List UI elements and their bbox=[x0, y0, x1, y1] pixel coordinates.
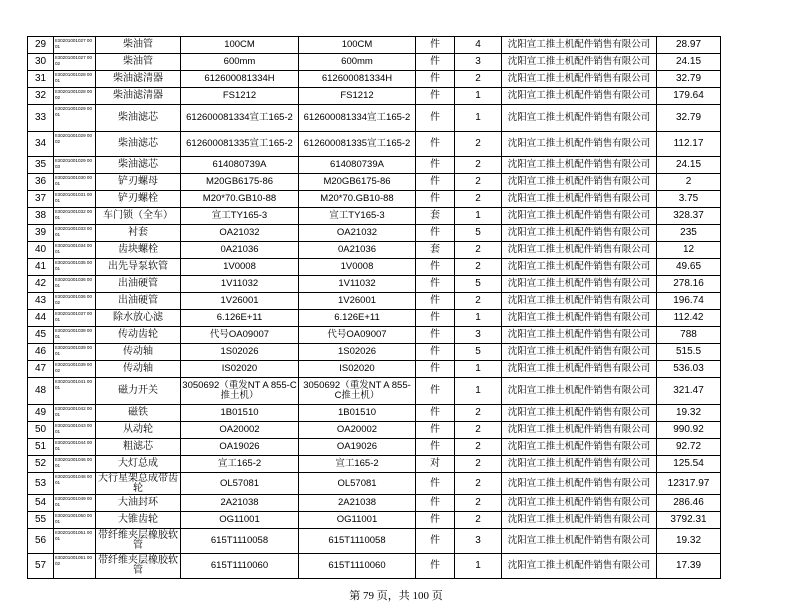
item-code: II30201001043 0001 bbox=[54, 422, 96, 439]
model-cell: 2A21038 bbox=[299, 495, 416, 512]
price-cell: 17.39 bbox=[657, 554, 721, 579]
item-name: 柴油滤清器 bbox=[96, 88, 181, 105]
supplier-cell: 沈阳宣工推土机配件销售有限公司 bbox=[502, 71, 657, 88]
item-name: 传动轴 bbox=[96, 344, 181, 361]
item-name: 大油封环 bbox=[96, 495, 181, 512]
price-cell: 3.75 bbox=[657, 191, 721, 208]
row-index: 35 bbox=[28, 157, 54, 174]
supplier-cell: 沈阳宣工推土机配件销售有限公司 bbox=[502, 191, 657, 208]
unit-cell: 对 bbox=[416, 456, 455, 473]
table-row bbox=[28, 191, 721, 208]
table-row bbox=[28, 473, 721, 495]
model-cell: OA19026 bbox=[299, 439, 416, 456]
item-code: II30201001042 0001 bbox=[54, 405, 96, 422]
model-cell: 1V11032 bbox=[299, 276, 416, 293]
item-code: II30201001048 0001 bbox=[54, 473, 96, 495]
unit-cell: 件 bbox=[416, 327, 455, 344]
price-cell: 19.32 bbox=[657, 405, 721, 422]
spec-cell: IS02020 bbox=[181, 361, 299, 378]
price-cell: 49.65 bbox=[657, 259, 721, 276]
item-code: II30201001046 0001 bbox=[54, 456, 96, 473]
item-code: II30201001029 0002 bbox=[54, 132, 96, 157]
item-code: II30201001027 0002 bbox=[54, 54, 96, 71]
item-name: 柴油管 bbox=[96, 54, 181, 71]
row-index: 47 bbox=[28, 361, 54, 378]
unit-cell: 件 bbox=[416, 259, 455, 276]
row-index: 44 bbox=[28, 310, 54, 327]
quantity-cell: 2 bbox=[455, 495, 502, 512]
price-cell: 2 bbox=[657, 174, 721, 191]
quantity-cell: 2 bbox=[455, 132, 502, 157]
spec-cell: 6.126E+11 bbox=[181, 310, 299, 327]
quantity-cell: 2 bbox=[455, 242, 502, 259]
model-cell: 615T1110060 bbox=[299, 554, 416, 579]
row-index: 45 bbox=[28, 327, 54, 344]
model-cell: 600mm bbox=[299, 54, 416, 71]
table-row bbox=[28, 293, 721, 310]
supplier-cell: 沈阳宣工推土机配件销售有限公司 bbox=[502, 327, 657, 344]
model-cell: FS1212 bbox=[299, 88, 416, 105]
item-code: II30201001030 0001 bbox=[54, 174, 96, 191]
price-cell: 112.42 bbox=[657, 310, 721, 327]
spec-cell: 612600081334宣工165-2 bbox=[181, 105, 299, 132]
row-index: 40 bbox=[28, 242, 54, 259]
item-name: 传动齿轮 bbox=[96, 327, 181, 344]
item-code: II30201001041 0001 bbox=[54, 378, 96, 405]
row-index: 46 bbox=[28, 344, 54, 361]
item-name: 传动轴 bbox=[96, 361, 181, 378]
model-cell: OG11001 bbox=[299, 512, 416, 529]
row-index: 43 bbox=[28, 293, 54, 310]
item-name: 带纤维夹层橡胶软管 bbox=[96, 554, 181, 579]
model-cell: M20*70.GB10-88 bbox=[299, 191, 416, 208]
unit-cell: 件 bbox=[416, 310, 455, 327]
supplier-cell: 沈阳宣工推土机配件销售有限公司 bbox=[502, 37, 657, 54]
model-cell: 1V26001 bbox=[299, 293, 416, 310]
supplier-cell: 沈阳宣工推土机配件销售有限公司 bbox=[502, 310, 657, 327]
model-cell: 0A21036 bbox=[299, 242, 416, 259]
table-row bbox=[28, 88, 721, 105]
row-index: 33 bbox=[28, 105, 54, 132]
model-cell: 代号OA09007 bbox=[299, 327, 416, 344]
parts-table bbox=[27, 36, 721, 579]
item-code: II30201001051 0002 bbox=[54, 554, 96, 579]
supplier-cell: 沈阳宣工推土机配件销售有限公司 bbox=[502, 512, 657, 529]
unit-cell: 套 bbox=[416, 242, 455, 259]
item-name: 大锥齿轮 bbox=[96, 512, 181, 529]
model-cell: 615T1110058 bbox=[299, 529, 416, 554]
model-cell: 612600081334宣工165-2 bbox=[299, 105, 416, 132]
price-cell: 196.74 bbox=[657, 293, 721, 310]
table-row bbox=[28, 242, 721, 259]
item-code: II30201001050 0001 bbox=[54, 512, 96, 529]
item-code: II30201001044 0001 bbox=[54, 439, 96, 456]
model-cell: 宣工TY165-3 bbox=[299, 208, 416, 225]
item-name: 齿块螺栓 bbox=[96, 242, 181, 259]
model-cell: OA21032 bbox=[299, 225, 416, 242]
supplier-cell: 沈阳宣工推土机配件销售有限公司 bbox=[502, 361, 657, 378]
table-row bbox=[28, 105, 721, 132]
model-cell: 1S02026 bbox=[299, 344, 416, 361]
row-index: 48 bbox=[28, 378, 54, 405]
row-index: 53 bbox=[28, 473, 54, 495]
row-index: 54 bbox=[28, 495, 54, 512]
price-cell: 179.64 bbox=[657, 88, 721, 105]
item-code: II30201001034 0001 bbox=[54, 242, 96, 259]
row-index: 38 bbox=[28, 208, 54, 225]
table-row bbox=[28, 310, 721, 327]
unit-cell: 件 bbox=[416, 276, 455, 293]
page-footer: 第 79 页，共 100 页 bbox=[349, 590, 443, 602]
price-cell: 112.17 bbox=[657, 132, 721, 157]
item-code: II30201001031 0001 bbox=[54, 191, 96, 208]
row-index: 34 bbox=[28, 132, 54, 157]
price-cell: 19.32 bbox=[657, 529, 721, 554]
model-cell: OA20002 bbox=[299, 422, 416, 439]
spec-cell: 615T1110058 bbox=[181, 529, 299, 554]
spec-cell: 1S02026 bbox=[181, 344, 299, 361]
model-cell: OL57081 bbox=[299, 473, 416, 495]
table-row bbox=[28, 132, 721, 157]
spec-cell: 614080739A bbox=[181, 157, 299, 174]
model-cell: 宣工165-2 bbox=[299, 456, 416, 473]
item-code: II30201001036 0002 bbox=[54, 293, 96, 310]
table-row bbox=[28, 422, 721, 439]
quantity-cell: 2 bbox=[455, 512, 502, 529]
quantity-cell: 1 bbox=[455, 88, 502, 105]
model-cell: 1V0008 bbox=[299, 259, 416, 276]
item-name: 出油硬管 bbox=[96, 293, 181, 310]
supplier-cell: 沈阳宣工推土机配件销售有限公司 bbox=[502, 439, 657, 456]
spec-cell: 代号OA09007 bbox=[181, 327, 299, 344]
item-code: II30201001036 0001 bbox=[54, 276, 96, 293]
unit-cell: 件 bbox=[416, 191, 455, 208]
table-row bbox=[28, 344, 721, 361]
item-name: 出先导泵软管 bbox=[96, 259, 181, 276]
unit-cell: 件 bbox=[416, 512, 455, 529]
item-code: II30201001037 0001 bbox=[54, 310, 96, 327]
item-code: II30201001029 0003 bbox=[54, 157, 96, 174]
item-name: 车门锁（全车） bbox=[96, 208, 181, 225]
item-name: 粗滤芯 bbox=[96, 439, 181, 456]
table-row bbox=[28, 225, 721, 242]
table-row bbox=[28, 327, 721, 344]
item-code: II30201001033 0001 bbox=[54, 225, 96, 242]
quantity-cell: 2 bbox=[455, 191, 502, 208]
quantity-cell: 2 bbox=[455, 174, 502, 191]
row-index: 56 bbox=[28, 529, 54, 554]
item-name: 从动轮 bbox=[96, 422, 181, 439]
item-name: 铲刃螺栓 bbox=[96, 191, 181, 208]
table-row bbox=[28, 71, 721, 88]
supplier-cell: 沈阳宣工推土机配件销售有限公司 bbox=[502, 344, 657, 361]
row-index: 51 bbox=[28, 439, 54, 456]
item-name: 出油硬管 bbox=[96, 276, 181, 293]
table-row bbox=[28, 276, 721, 293]
supplier-cell: 沈阳宣工推土机配件销售有限公司 bbox=[502, 276, 657, 293]
unit-cell: 件 bbox=[416, 422, 455, 439]
price-cell: 32.79 bbox=[657, 105, 721, 132]
item-name: 大行星架总成带齿轮 bbox=[96, 473, 181, 495]
price-cell: 536.03 bbox=[657, 361, 721, 378]
spec-cell: OG11001 bbox=[181, 512, 299, 529]
quantity-cell: 2 bbox=[455, 439, 502, 456]
quantity-cell: 1 bbox=[455, 208, 502, 225]
item-code: II30201001039 0002 bbox=[54, 361, 96, 378]
price-cell: 321.47 bbox=[657, 378, 721, 405]
row-index: 55 bbox=[28, 512, 54, 529]
spec-cell: OA20002 bbox=[181, 422, 299, 439]
table-row bbox=[28, 37, 721, 54]
spec-cell: 1V11032 bbox=[181, 276, 299, 293]
item-code: II30201001028 0002 bbox=[54, 88, 96, 105]
spec-cell: OA21032 bbox=[181, 225, 299, 242]
model-cell: M20GB6175-86 bbox=[299, 174, 416, 191]
row-index: 42 bbox=[28, 276, 54, 293]
price-cell: 28.97 bbox=[657, 37, 721, 54]
spec-cell: OA19026 bbox=[181, 439, 299, 456]
unit-cell: 件 bbox=[416, 225, 455, 242]
supplier-cell: 沈阳宣工推土机配件销售有限公司 bbox=[502, 554, 657, 579]
table-row bbox=[28, 512, 721, 529]
supplier-cell: 沈阳宣工推土机配件销售有限公司 bbox=[502, 473, 657, 495]
model-cell: 6.126E+11 bbox=[299, 310, 416, 327]
unit-cell: 件 bbox=[416, 105, 455, 132]
item-name: 柴油管 bbox=[96, 37, 181, 54]
item-code: II30201001039 0001 bbox=[54, 344, 96, 361]
quantity-cell: 2 bbox=[455, 259, 502, 276]
unit-cell: 件 bbox=[416, 54, 455, 71]
spec-cell: 600mm bbox=[181, 54, 299, 71]
unit-cell: 件 bbox=[416, 554, 455, 579]
unit-cell: 件 bbox=[416, 88, 455, 105]
row-index: 30 bbox=[28, 54, 54, 71]
quantity-cell: 1 bbox=[455, 105, 502, 132]
quantity-cell: 5 bbox=[455, 225, 502, 242]
table-row bbox=[28, 554, 721, 579]
item-name: 柴油滤芯 bbox=[96, 132, 181, 157]
supplier-cell: 沈阳宣工推土机配件销售有限公司 bbox=[502, 88, 657, 105]
unit-cell: 件 bbox=[416, 405, 455, 422]
row-index: 52 bbox=[28, 456, 54, 473]
table-row bbox=[28, 378, 721, 405]
item-name: 柴油滤芯 bbox=[96, 157, 181, 174]
table-row bbox=[28, 361, 721, 378]
item-code: II30201001051 0001 bbox=[54, 529, 96, 554]
spec-cell: FS1212 bbox=[181, 88, 299, 105]
table-row bbox=[28, 54, 721, 71]
row-index: 29 bbox=[28, 37, 54, 54]
supplier-cell: 沈阳宣工推土机配件销售有限公司 bbox=[502, 378, 657, 405]
model-cell: 3050692（重发NT A 855-C推土机） bbox=[299, 378, 416, 405]
quantity-cell: 5 bbox=[455, 276, 502, 293]
table-row bbox=[28, 208, 721, 225]
spec-cell: 1V0008 bbox=[181, 259, 299, 276]
row-index: 32 bbox=[28, 88, 54, 105]
spec-cell: 100CM bbox=[181, 37, 299, 54]
table-row bbox=[28, 456, 721, 473]
item-code: II30201001032 0001 bbox=[54, 208, 96, 225]
table-body bbox=[28, 37, 721, 579]
spec-cell: 0A21036 bbox=[181, 242, 299, 259]
unit-cell: 件 bbox=[416, 71, 455, 88]
spec-cell: M20GB6175-86 bbox=[181, 174, 299, 191]
quantity-cell: 5 bbox=[455, 344, 502, 361]
spec-cell: 2A21038 bbox=[181, 495, 299, 512]
quantity-cell: 1 bbox=[455, 361, 502, 378]
unit-cell: 件 bbox=[416, 132, 455, 157]
supplier-cell: 沈阳宣工推土机配件销售有限公司 bbox=[502, 174, 657, 191]
spec-cell: 宣工TY165-3 bbox=[181, 208, 299, 225]
price-cell: 32.79 bbox=[657, 71, 721, 88]
unit-cell: 件 bbox=[416, 293, 455, 310]
supplier-cell: 沈阳宣工推土机配件销售有限公司 bbox=[502, 208, 657, 225]
model-cell: 612600081335宣工165-2 bbox=[299, 132, 416, 157]
unit-cell: 件 bbox=[416, 378, 455, 405]
supplier-cell: 沈阳宣工推土机配件销售有限公司 bbox=[502, 157, 657, 174]
spec-cell: 612600081334H bbox=[181, 71, 299, 88]
unit-cell: 件 bbox=[416, 495, 455, 512]
item-code: II30201001038 0001 bbox=[54, 327, 96, 344]
quantity-cell: 2 bbox=[455, 422, 502, 439]
price-cell: 235 bbox=[657, 225, 721, 242]
model-cell: 614080739A bbox=[299, 157, 416, 174]
model-cell: IS02020 bbox=[299, 361, 416, 378]
item-name: 磁铁 bbox=[96, 405, 181, 422]
supplier-cell: 沈阳宣工推土机配件销售有限公司 bbox=[502, 422, 657, 439]
spec-cell: 615T1110060 bbox=[181, 554, 299, 579]
item-name: 带纤维夹层橡胶软管 bbox=[96, 529, 181, 554]
quantity-cell: 1 bbox=[455, 378, 502, 405]
unit-cell: 件 bbox=[416, 473, 455, 495]
spec-cell: 1B01510 bbox=[181, 405, 299, 422]
quantity-cell: 1 bbox=[455, 310, 502, 327]
price-cell: 328.37 bbox=[657, 208, 721, 225]
table-row bbox=[28, 157, 721, 174]
item-name: 柴油滤芯 bbox=[96, 105, 181, 132]
spec-cell: 612600081335宣工165-2 bbox=[181, 132, 299, 157]
spec-cell: 1V26001 bbox=[181, 293, 299, 310]
item-name: 磁力开关 bbox=[96, 378, 181, 405]
unit-cell: 件 bbox=[416, 37, 455, 54]
spec-cell: 3050692（重发NT A 855-C推土机） bbox=[181, 378, 299, 405]
price-cell: 788 bbox=[657, 327, 721, 344]
quantity-cell: 2 bbox=[455, 71, 502, 88]
row-index: 31 bbox=[28, 71, 54, 88]
unit-cell: 件 bbox=[416, 439, 455, 456]
model-cell: 100CM bbox=[299, 37, 416, 54]
model-cell: 1B01510 bbox=[299, 405, 416, 422]
price-cell: 12317.97 bbox=[657, 473, 721, 495]
item-name: 柴油滤清器 bbox=[96, 71, 181, 88]
quantity-cell: 1 bbox=[455, 554, 502, 579]
quantity-cell: 2 bbox=[455, 456, 502, 473]
table-row bbox=[28, 529, 721, 554]
quantity-cell: 2 bbox=[455, 405, 502, 422]
quantity-cell: 2 bbox=[455, 473, 502, 495]
price-cell: 24.15 bbox=[657, 54, 721, 71]
supplier-cell: 沈阳宣工推土机配件销售有限公司 bbox=[502, 105, 657, 132]
price-cell: 515.5 bbox=[657, 344, 721, 361]
supplier-cell: 沈阳宣工推土机配件销售有限公司 bbox=[502, 456, 657, 473]
table-row bbox=[28, 439, 721, 456]
quantity-cell: 3 bbox=[455, 529, 502, 554]
unit-cell: 件 bbox=[416, 174, 455, 191]
table-row bbox=[28, 174, 721, 191]
quantity-cell: 2 bbox=[455, 293, 502, 310]
supplier-cell: 沈阳宣工推土机配件销售有限公司 bbox=[502, 495, 657, 512]
supplier-cell: 沈阳宣工推土机配件销售有限公司 bbox=[502, 54, 657, 71]
row-index: 57 bbox=[28, 554, 54, 579]
item-name: 铲刃螺母 bbox=[96, 174, 181, 191]
price-cell: 278.16 bbox=[657, 276, 721, 293]
row-index: 39 bbox=[28, 225, 54, 242]
item-name: 大灯总成 bbox=[96, 456, 181, 473]
price-cell: 286.46 bbox=[657, 495, 721, 512]
supplier-cell: 沈阳宣工推土机配件销售有限公司 bbox=[502, 225, 657, 242]
unit-cell: 件 bbox=[416, 529, 455, 554]
row-index: 37 bbox=[28, 191, 54, 208]
supplier-cell: 沈阳宣工推土机配件销售有限公司 bbox=[502, 132, 657, 157]
model-cell: 612600081334H bbox=[299, 71, 416, 88]
row-index: 50 bbox=[28, 422, 54, 439]
quantity-cell: 4 bbox=[455, 37, 502, 54]
table-row bbox=[28, 405, 721, 422]
spec-cell: M20*70.GB10-88 bbox=[181, 191, 299, 208]
supplier-cell: 沈阳宣工推土机配件销售有限公司 bbox=[502, 293, 657, 310]
spec-cell: 宣工165-2 bbox=[181, 456, 299, 473]
unit-cell: 套 bbox=[416, 208, 455, 225]
row-index: 41 bbox=[28, 259, 54, 276]
row-index: 36 bbox=[28, 174, 54, 191]
supplier-cell: 沈阳宣工推土机配件销售有限公司 bbox=[502, 405, 657, 422]
quantity-cell: 3 bbox=[455, 327, 502, 344]
item-code: II30201001029 0001 bbox=[54, 105, 96, 132]
price-cell: 92.72 bbox=[657, 439, 721, 456]
price-cell: 125.54 bbox=[657, 456, 721, 473]
price-cell: 3792.31 bbox=[657, 512, 721, 529]
item-code: II30201001049 0001 bbox=[54, 495, 96, 512]
quantity-cell: 2 bbox=[455, 157, 502, 174]
table-row bbox=[28, 495, 721, 512]
spec-cell: OL57081 bbox=[181, 473, 299, 495]
row-index: 49 bbox=[28, 405, 54, 422]
unit-cell: 件 bbox=[416, 361, 455, 378]
quantity-cell: 3 bbox=[455, 54, 502, 71]
supplier-cell: 沈阳宣工推土机配件销售有限公司 bbox=[502, 242, 657, 259]
item-code: II30201001035 0001 bbox=[54, 259, 96, 276]
table-row bbox=[28, 259, 721, 276]
supplier-cell: 沈阳宣工推土机配件销售有限公司 bbox=[502, 529, 657, 554]
price-cell: 12 bbox=[657, 242, 721, 259]
price-cell: 24.15 bbox=[657, 157, 721, 174]
unit-cell: 件 bbox=[416, 157, 455, 174]
item-name: 衬套 bbox=[96, 225, 181, 242]
unit-cell: 件 bbox=[416, 344, 455, 361]
price-cell: 990.92 bbox=[657, 422, 721, 439]
item-name: 除水放心滤 bbox=[96, 310, 181, 327]
item-code: II30201001028 0001 bbox=[54, 71, 96, 88]
item-code: II30201001027 0001 bbox=[54, 37, 96, 54]
supplier-cell: 沈阳宣工推土机配件销售有限公司 bbox=[502, 259, 657, 276]
